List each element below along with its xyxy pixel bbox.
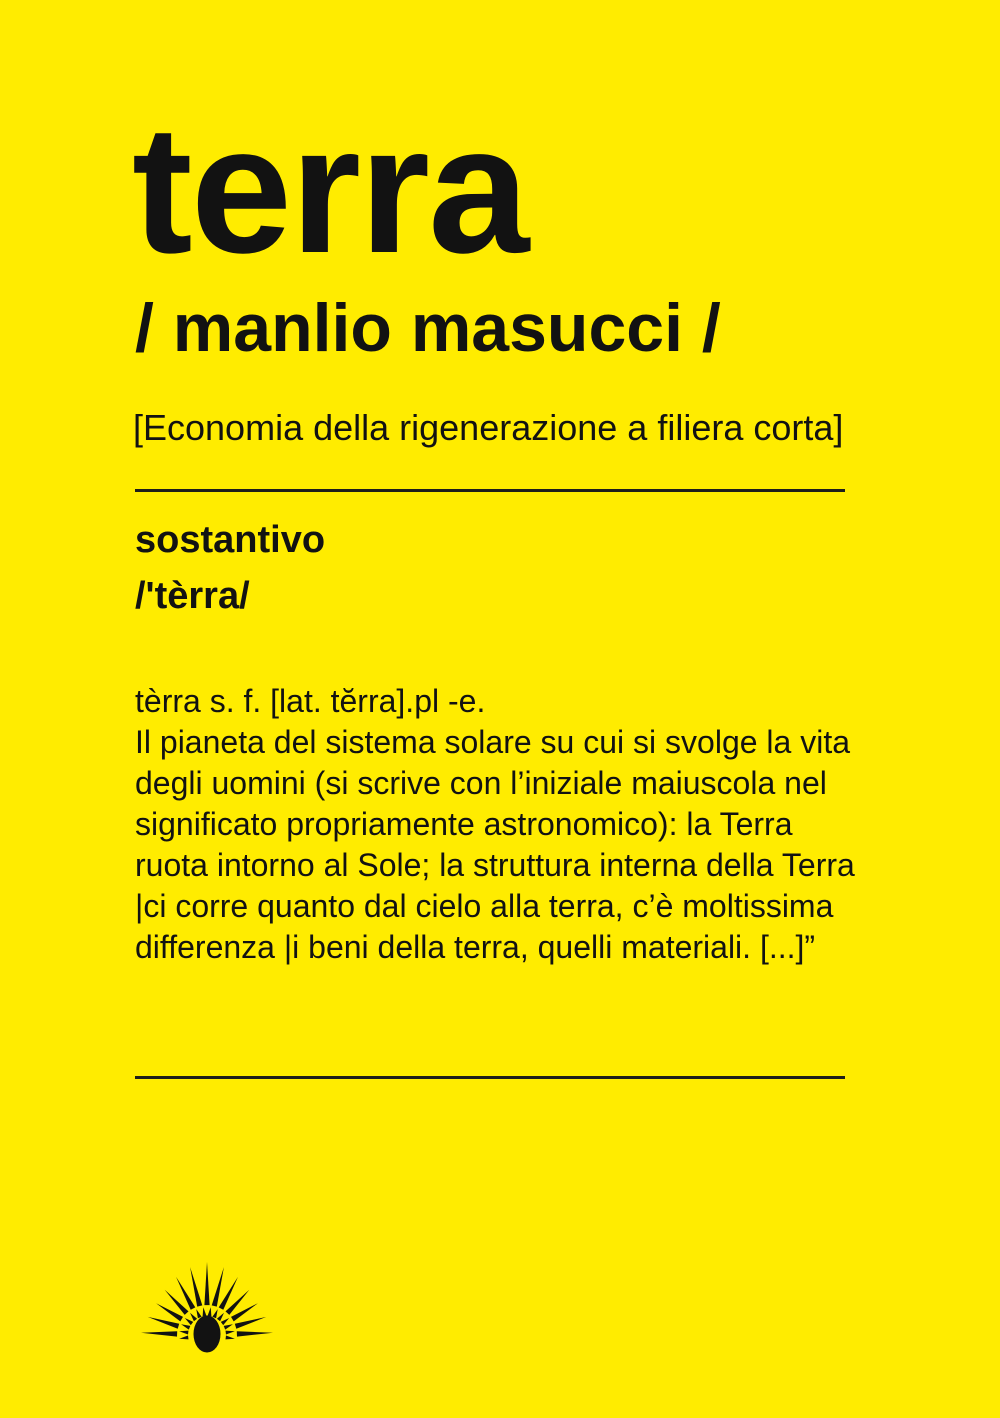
- sunburst-seed-logo: [137, 1261, 277, 1353]
- book-title: terra: [132, 87, 528, 291]
- divider-top: [135, 489, 845, 492]
- author-line: / manlio masucci /: [135, 290, 721, 366]
- definition-line: differenza |i beni della terra, quelli materiali. [...]”: [135, 929, 816, 965]
- sunburst-seed-icon: [137, 1261, 277, 1353]
- divider-bottom: [135, 1076, 845, 1079]
- definition-block: [135, 681, 855, 968]
- definition-line: significato propriamente astronomico): la Terra: [135, 806, 793, 842]
- definition-line: ruota intorno al Sole; la struttura interna della Terra: [135, 847, 855, 883]
- pronunciation: /'tèrra/: [135, 575, 250, 617]
- part-of-speech-label: sostantivo: [135, 519, 326, 561]
- definition-line: |ci corre quanto dal cielo alla terra, c’è moltissima: [135, 888, 834, 924]
- subtitle: [Economia della rigenerazione a filiera corta]: [133, 407, 844, 448]
- definition-line: degli uomini (si scrive con l’iniziale maiuscola nel: [135, 765, 827, 801]
- definition-line: Il pianeta del sistema solare su cui si svolge la vita: [135, 724, 851, 760]
- definition-line: tèrra s. f. [lat. tĕrra].pl -e.: [135, 683, 486, 719]
